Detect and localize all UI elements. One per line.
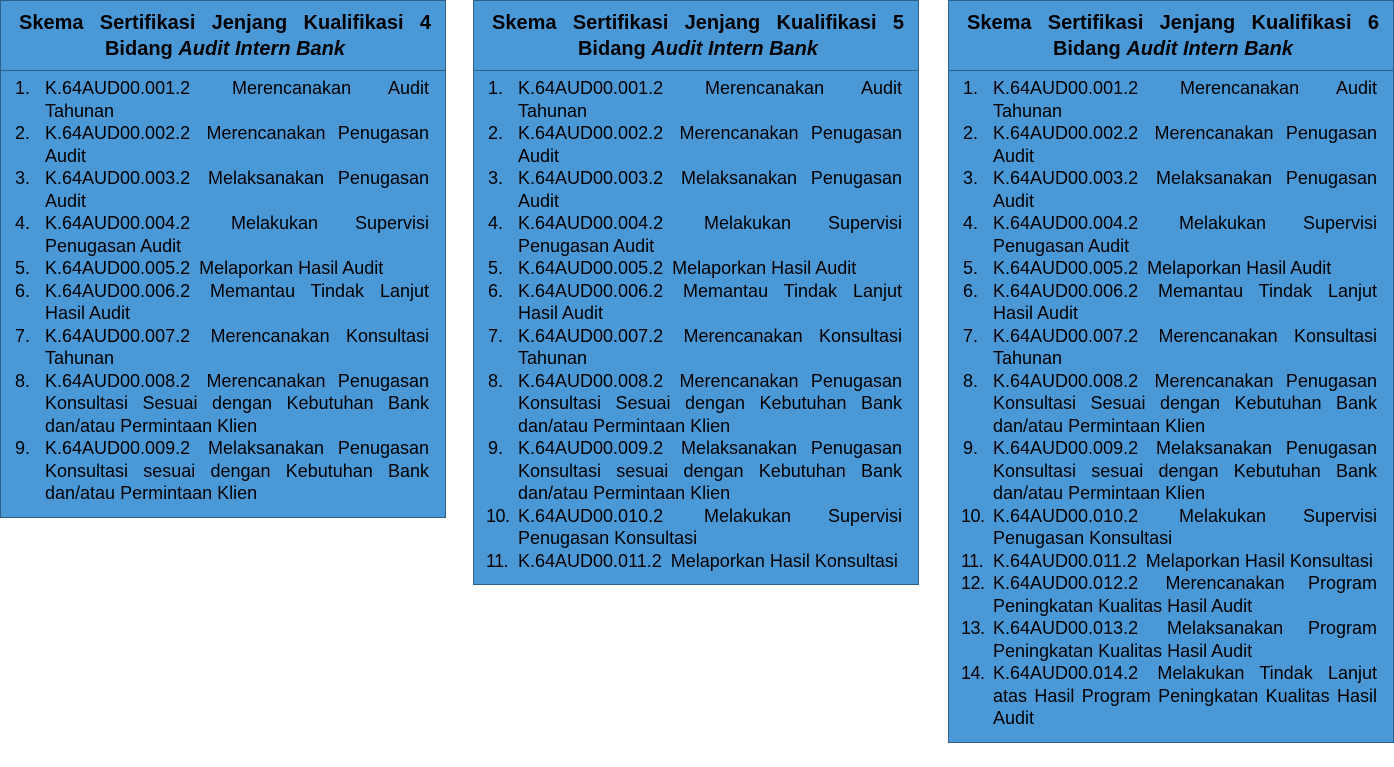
list-item [488, 77, 902, 122]
list-item-number: 7. [963, 325, 979, 346]
list-item-number: 5. [488, 258, 504, 278]
list-item [15, 280, 429, 325]
list-item [15, 257, 429, 280]
unit-code: K.64AUD00.008.2 [45, 370, 191, 391]
unit-code: K.64AUD00.004.2 [45, 213, 191, 233]
unit-code: K.64AUD00.002.2 [45, 123, 191, 143]
unit-code: K.64AUD00.005.2 [518, 258, 664, 278]
list-item-content [993, 167, 1377, 212]
unit-title: Melaporkan Hasil Konsultasi [1145, 550, 1373, 571]
list-item-number: 2. [15, 123, 31, 143]
list-item [15, 167, 429, 212]
list-item [963, 325, 1377, 370]
unit-code: K.64AUD00.010.2 [518, 505, 664, 526]
unit-code: K.64AUD00.005.2 [45, 258, 191, 278]
list-item-number: 6. [15, 280, 31, 301]
unit-code: K.64AUD00.012.2 [993, 573, 1139, 593]
unit-code: K.64AUD00.011.2 [518, 550, 662, 571]
list-item-content [518, 505, 902, 550]
unit-code: K.64AUD00.010.2 [993, 505, 1139, 526]
scheme-box [948, 0, 1394, 743]
list-item [488, 212, 902, 257]
scheme-subtitle-prefix: Bidang [104, 38, 173, 60]
unit-title: Merencanakan Konsultasi Tahunan [518, 325, 902, 368]
unit-title: Merencanakan Penugasan Konsultasi Sesuai dengan Kebutuhan Bank dan/atau Permintaan Klien [45, 370, 429, 436]
list-item-content [993, 662, 1377, 730]
list-item-number: 2. [963, 123, 979, 143]
unit-code: K.64AUD00.003.2 [45, 168, 191, 188]
list-item [15, 437, 429, 505]
unit-title: Melaporkan Hasil Audit [1147, 258, 1332, 278]
list-item [963, 662, 1377, 730]
unit-code: K.64AUD00.007.2 [45, 325, 191, 346]
unit-title: Merencanakan Penugasan Konsultasi Sesuai dengan Kebutuhan Bank dan/atau Permintaan Klien [518, 370, 902, 436]
list-item [963, 617, 1377, 662]
list-item-content [518, 77, 902, 122]
list-item-number: 1. [963, 78, 979, 98]
unit-code: K.64AUD00.003.2 [518, 168, 664, 188]
scheme-subtitle-field: Audit Intern Bank [178, 38, 345, 60]
list-item [963, 505, 1377, 550]
scheme-title: Skema Sertifikasi Jenjang Kualifikasi 5 [492, 12, 904, 34]
list-item [15, 77, 429, 122]
list-item-number: 12. [961, 573, 985, 593]
unit-title: Melaksanakan Penugasan Audit [45, 168, 429, 211]
unit-code: K.64AUD00.005.2 [993, 258, 1139, 278]
list-item-content [45, 437, 429, 505]
unit-code: K.64AUD00.001.2 [518, 78, 664, 98]
list-item-content [518, 167, 902, 212]
unit-code: K.64AUD00.003.2 [993, 168, 1139, 188]
list-item [488, 437, 902, 505]
list-item-content [993, 370, 1377, 438]
list-item [15, 325, 429, 370]
scheme-title: Skema Sertifikasi Jenjang Kualifikasi 4 [19, 12, 431, 34]
competency-list [949, 71, 1393, 742]
unit-title: Merencanakan Audit Tahunan [518, 78, 902, 121]
list-item-content [518, 212, 902, 257]
unit-code: K.64AUD00.009.2 [993, 438, 1139, 458]
list-item [963, 257, 1377, 280]
scheme-subtitle [967, 36, 1379, 62]
list-item-number: 7. [15, 325, 31, 346]
unit-title: Merencanakan Audit Tahunan [993, 78, 1377, 121]
list-item-number: 2. [488, 123, 504, 143]
list-item-number: 10. [486, 505, 510, 526]
scheme-header [1, 1, 445, 71]
competency-list [474, 71, 918, 584]
unit-title: Melaksanakan Penugasan Konsultasi sesuai dengan Kebutuhan Bank dan/atau Permintaan Klien [45, 438, 429, 503]
list-item-number: 5. [15, 258, 31, 278]
unit-code: K.64AUD00.001.2 [993, 78, 1139, 98]
list-item [963, 572, 1377, 617]
list-item-content [45, 325, 429, 370]
scheme-header [949, 1, 1393, 71]
list-item-number: 11. [961, 550, 984, 571]
unit-title: Merencanakan Audit Tahunan [45, 78, 429, 121]
list-item [488, 280, 902, 325]
list-item [963, 280, 1377, 325]
unit-title: Melakukan Tindak Lanjut atas Hasil Program Peningkatan Kualitas Hasil Audit [993, 663, 1377, 728]
unit-title: Melakukan Supervisi Penugasan Audit [993, 213, 1377, 256]
scheme-column-level-5 [473, 0, 919, 585]
scheme-subtitle-field: Audit Intern Bank [651, 38, 818, 60]
list-item [488, 257, 902, 280]
list-item-number: 1. [15, 78, 31, 98]
list-item-content [45, 280, 429, 325]
unit-title: Melaporkan Hasil Audit [672, 258, 857, 278]
list-item [963, 77, 1377, 122]
unit-title: Melaksanakan Penugasan Konsultasi sesuai dengan Kebutuhan Bank dan/atau Permintaan Klien [518, 438, 902, 503]
scheme-subtitle-prefix: Bidang [577, 38, 646, 60]
scheme-title: Skema Sertifikasi Jenjang Kualifikasi 6 [967, 12, 1379, 34]
list-item [488, 167, 902, 212]
scheme-box [0, 0, 446, 518]
list-item [963, 437, 1377, 505]
list-item-content [518, 257, 902, 280]
list-item-number: 8. [15, 370, 31, 391]
list-item-content [45, 122, 429, 167]
list-item-content [993, 257, 1377, 280]
list-item-content [993, 212, 1377, 257]
unit-code: K.64AUD00.006.2 [518, 280, 664, 301]
list-item [963, 212, 1377, 257]
list-item [963, 122, 1377, 167]
scheme-subtitle [492, 36, 904, 62]
unit-code: K.64AUD00.008.2 [518, 370, 664, 391]
list-item-content [993, 550, 1377, 573]
list-item-number: 11. [486, 550, 509, 571]
unit-title: Melakukan Supervisi Penugasan Audit [45, 213, 429, 256]
unit-title: Merencanakan Program Peningkatan Kualitas Hasil Audit [993, 573, 1377, 616]
list-item-content [993, 122, 1377, 167]
list-item [15, 370, 429, 438]
list-item-content [993, 572, 1377, 617]
list-item-number: 1. [488, 78, 504, 98]
unit-title: Melaporkan Hasil Audit [199, 258, 384, 278]
list-item [963, 550, 1377, 573]
list-item [488, 370, 902, 438]
unit-title: Memantau Tindak Lanjut Hasil Audit [993, 280, 1377, 323]
unit-code: K.64AUD00.006.2 [993, 280, 1139, 301]
unit-title: Melaporkan Hasil Konsultasi [670, 550, 898, 571]
unit-code: K.64AUD00.009.2 [45, 438, 191, 458]
unit-code: K.64AUD00.013.2 [993, 618, 1139, 638]
unit-title: Merencanakan Penugasan Audit [518, 123, 902, 166]
list-item-number: 14. [961, 663, 985, 683]
list-item-content [45, 212, 429, 257]
unit-title: Memantau Tindak Lanjut Hasil Audit [518, 280, 902, 323]
list-item-content [518, 437, 902, 505]
scheme-subtitle-field: Audit Intern Bank [1126, 38, 1293, 60]
list-item-number: 10. [961, 505, 985, 526]
scheme-subtitle [19, 36, 431, 62]
list-item-content [518, 325, 902, 370]
scheme-column-level-6 [948, 0, 1394, 743]
list-item-number: 7. [488, 325, 504, 346]
list-item-content [45, 370, 429, 438]
list-item [488, 505, 902, 550]
list-item-number: 9. [488, 438, 504, 458]
list-item-number: 9. [15, 438, 31, 458]
list-item-number: 3. [488, 168, 504, 188]
unit-code: K.64AUD00.002.2 [993, 123, 1139, 143]
list-item-number: 8. [963, 370, 979, 391]
unit-title: Merencanakan Penugasan Konsultasi Sesuai dengan Kebutuhan Bank dan/atau Permintaan Klien [993, 370, 1377, 436]
unit-code: K.64AUD00.007.2 [518, 325, 664, 346]
list-item [963, 167, 1377, 212]
list-item-content [45, 77, 429, 122]
unit-title: Melakukan Supervisi Penugasan Konsultasi [993, 505, 1377, 548]
unit-title: Melaksanakan Penugasan Konsultasi sesuai dengan Kebutuhan Bank dan/atau Permintaan Klien [993, 438, 1377, 503]
unit-title: Merencanakan Penugasan Audit [993, 123, 1377, 166]
competency-list [1, 71, 445, 517]
list-item-number: 4. [15, 213, 31, 233]
list-item [488, 122, 902, 167]
scheme-subtitle-prefix: Bidang [1052, 38, 1121, 60]
list-item-content [993, 77, 1377, 122]
list-item [15, 122, 429, 167]
unit-code: K.64AUD00.006.2 [45, 280, 191, 301]
unit-title: Melaksanakan Penugasan Audit [993, 168, 1377, 211]
list-item-content [993, 437, 1377, 505]
list-item-content [518, 122, 902, 167]
list-item [488, 325, 902, 370]
unit-title: Merencanakan Penugasan Audit [45, 123, 429, 166]
list-item-content [993, 505, 1377, 550]
list-item [963, 370, 1377, 438]
scheme-column-level-4 [0, 0, 446, 518]
scheme-header [474, 1, 918, 71]
list-item-number: 3. [963, 168, 979, 188]
scheme-box [473, 0, 919, 585]
unit-code: K.64AUD00.009.2 [518, 438, 664, 458]
list-item-content [993, 325, 1377, 370]
unit-title: Memantau Tindak Lanjut Hasil Audit [45, 280, 429, 323]
list-item-number: 8. [488, 370, 504, 391]
unit-title: Melaksanakan Penugasan Audit [518, 168, 902, 211]
list-item [15, 212, 429, 257]
list-item-content [45, 257, 429, 280]
unit-code: K.64AUD00.002.2 [518, 123, 664, 143]
list-item-number: 6. [488, 280, 504, 301]
unit-code: K.64AUD00.004.2 [993, 213, 1139, 233]
list-item-content [45, 167, 429, 212]
list-item-number: 4. [488, 213, 504, 233]
list-item-content [993, 280, 1377, 325]
list-item-content [518, 550, 902, 573]
unit-code: K.64AUD00.011.2 [993, 550, 1137, 571]
unit-code: K.64AUD00.008.2 [993, 370, 1139, 391]
list-item-number: 6. [963, 280, 979, 301]
unit-title: Melakukan Supervisi Penugasan Audit [518, 213, 902, 256]
list-item-number: 4. [963, 213, 979, 233]
unit-code: K.64AUD00.001.2 [45, 78, 191, 98]
unit-title: Merencanakan Konsultasi Tahunan [45, 325, 429, 368]
unit-title: Melakukan Supervisi Penugasan Konsultasi [518, 505, 902, 548]
list-item-number: 5. [963, 258, 979, 278]
list-item-number: 9. [963, 438, 979, 458]
unit-code: K.64AUD00.014.2 [993, 663, 1139, 683]
list-item-content [518, 280, 902, 325]
list-item-content [993, 617, 1377, 662]
list-item-number: 3. [15, 168, 31, 188]
list-item-number: 13. [961, 618, 985, 638]
list-item [488, 550, 902, 573]
unit-title: Merencanakan Konsultasi Tahunan [993, 325, 1377, 368]
unit-code: K.64AUD00.007.2 [993, 325, 1139, 346]
unit-title: Melaksanakan Program Peningkatan Kualitas Hasil Audit [993, 618, 1377, 661]
unit-code: K.64AUD00.004.2 [518, 213, 664, 233]
list-item-content [518, 370, 902, 438]
